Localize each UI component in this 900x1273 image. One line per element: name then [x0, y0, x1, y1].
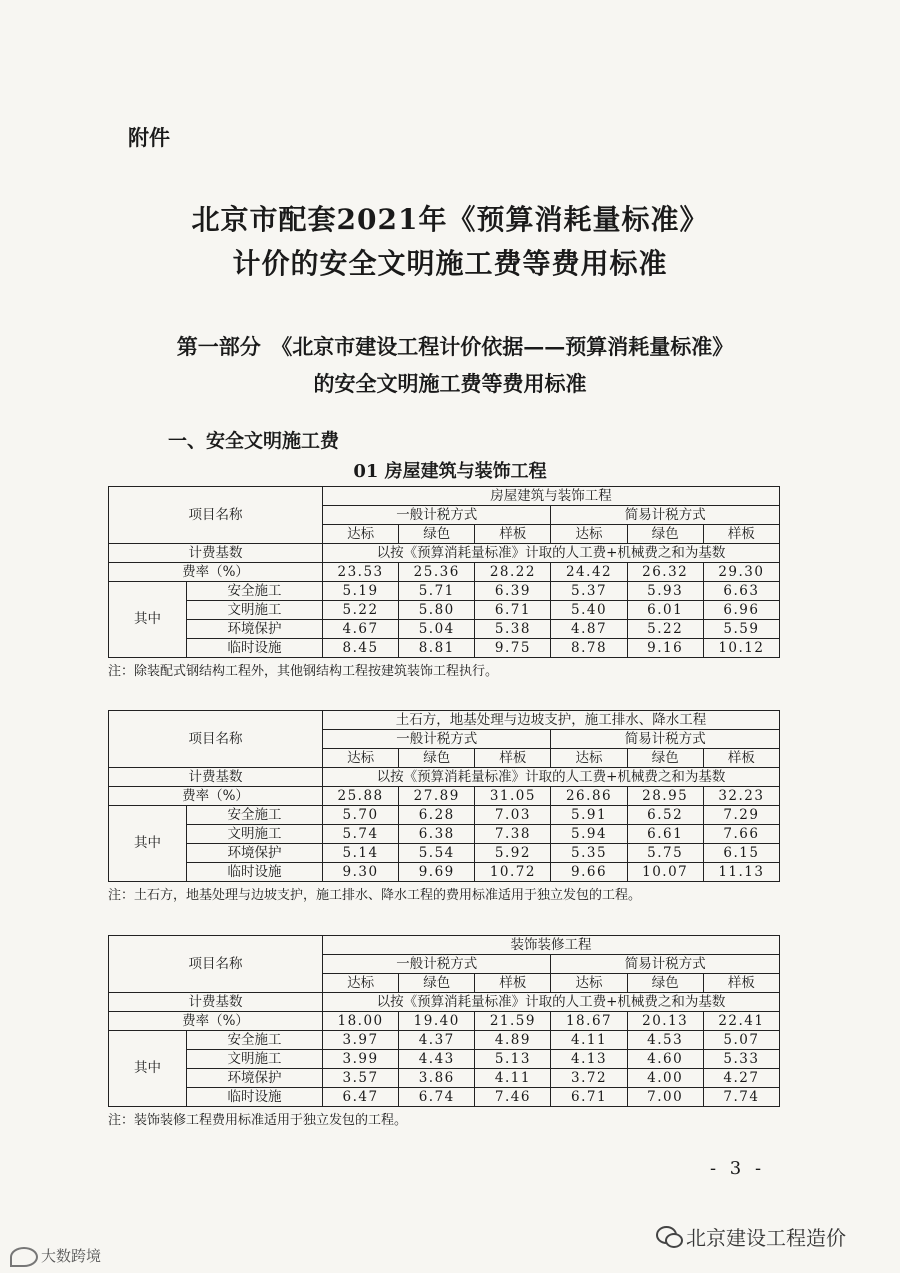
- cell: 21.59: [475, 1012, 551, 1031]
- table-note: 注：装饰装修工程费用标准适用于独立发包的工程。: [108, 1113, 408, 1128]
- cell: 5.35: [551, 844, 627, 863]
- row-label: 环境保护: [187, 620, 323, 639]
- col-yangban: 样板: [475, 525, 551, 544]
- cell: 4.43: [399, 1050, 475, 1069]
- cell: 6.52: [627, 806, 703, 825]
- row-label: 文明施工: [187, 1050, 323, 1069]
- cell: 5.74: [323, 825, 399, 844]
- cell: 11.13: [703, 863, 779, 882]
- table-row: [109, 863, 780, 882]
- col-yangban: 样板: [703, 525, 779, 544]
- attachment-label: 附件: [128, 125, 170, 150]
- qizhong-label: 其中: [109, 1031, 187, 1107]
- cell: 5.22: [323, 601, 399, 620]
- general-tax-header: 一般计税方式: [323, 955, 551, 974]
- cell: 5.71: [399, 582, 475, 601]
- cell: 4.37: [399, 1031, 475, 1050]
- cell: 25.36: [399, 563, 475, 582]
- col-lvse: 绿色: [399, 749, 475, 768]
- cell: 20.13: [627, 1012, 703, 1031]
- category-header: 土石方，地基处理与边坡支护，施工排水、降水工程: [323, 711, 780, 730]
- table-row: [109, 787, 780, 806]
- simple-tax-header: 简易计税方式: [551, 730, 780, 749]
- col-lvse: 绿色: [627, 525, 703, 544]
- cell: 10.07: [627, 863, 703, 882]
- cell: 3.72: [551, 1069, 627, 1088]
- watermark-right-text: 北京建设工程造价: [686, 1226, 846, 1250]
- title-line-2: 计价的安全文明施工费等费用标准: [232, 247, 668, 280]
- cell: 5.75: [627, 844, 703, 863]
- fee-table: [108, 486, 780, 658]
- col-dabiao: 达标: [323, 749, 399, 768]
- cell: 5.14: [323, 844, 399, 863]
- cell: 5.40: [551, 601, 627, 620]
- cell: 32.23: [703, 787, 779, 806]
- cell: 6.47: [323, 1088, 399, 1107]
- cell: 9.30: [323, 863, 399, 882]
- cell: 26.86: [551, 787, 627, 806]
- fee-table-3: [108, 935, 780, 1128]
- fee-table: [108, 710, 780, 882]
- table-row: [109, 825, 780, 844]
- row-label: 临时设施: [187, 863, 323, 882]
- cell: 5.33: [703, 1050, 779, 1069]
- col-yangban: 样板: [475, 749, 551, 768]
- cell: 18.67: [551, 1012, 627, 1031]
- table-row: [109, 639, 780, 658]
- cell: 7.29: [703, 806, 779, 825]
- table-row: [109, 806, 780, 825]
- cell: 10.72: [475, 863, 551, 882]
- part-title: [0, 328, 900, 402]
- cell: 8.78: [551, 639, 627, 658]
- cell: 6.01: [627, 601, 703, 620]
- cell: 6.28: [399, 806, 475, 825]
- cell: 4.53: [627, 1031, 703, 1050]
- cell: 28.95: [627, 787, 703, 806]
- col-yangban: 样板: [475, 974, 551, 993]
- cell: 31.05: [475, 787, 551, 806]
- cell: 7.38: [475, 825, 551, 844]
- fee-rate-label: 费率（%）: [109, 1012, 323, 1031]
- cell: 7.46: [475, 1088, 551, 1107]
- cell: 9.69: [399, 863, 475, 882]
- cell: 3.97: [323, 1031, 399, 1050]
- fee-base-value: 以按《预算消耗量标准》计取的人工费+机械费之和为基数: [323, 993, 780, 1012]
- col-yangban: 样板: [703, 749, 779, 768]
- cell: 9.75: [475, 639, 551, 658]
- cell: 6.63: [703, 582, 779, 601]
- cell: 4.87: [551, 620, 627, 639]
- row-label: 安全施工: [187, 1031, 323, 1050]
- table-row: [109, 844, 780, 863]
- cell: 5.07: [703, 1031, 779, 1050]
- table-row: [109, 601, 780, 620]
- cell: 8.81: [399, 639, 475, 658]
- cell: 18.00: [323, 1012, 399, 1031]
- cell: 9.16: [627, 639, 703, 658]
- cell: 5.70: [323, 806, 399, 825]
- cell: 3.57: [323, 1069, 399, 1088]
- cell: 5.80: [399, 601, 475, 620]
- fee-rate-label: 费率（%）: [109, 563, 323, 582]
- col-dabiao: 达标: [551, 749, 627, 768]
- cell: 28.22: [475, 563, 551, 582]
- cell: 24.42: [551, 563, 627, 582]
- cell: 4.60: [627, 1050, 703, 1069]
- simple-tax-header: 简易计税方式: [551, 955, 780, 974]
- cell: 5.22: [627, 620, 703, 639]
- cell: 6.71: [475, 601, 551, 620]
- table-row: [109, 1031, 780, 1050]
- cell: 23.53: [323, 563, 399, 582]
- cell: 4.13: [551, 1050, 627, 1069]
- cell: 27.89: [399, 787, 475, 806]
- table-row: [109, 1050, 780, 1069]
- row-label: 文明施工: [187, 825, 323, 844]
- cell: 5.94: [551, 825, 627, 844]
- table-note: 注：土石方，地基处理与边坡支护，施工排水、降水工程的费用标准适用于独立发包的工程。: [108, 888, 642, 903]
- cell: 5.37: [551, 582, 627, 601]
- col-dabiao: 达标: [551, 525, 627, 544]
- fee-table: [108, 935, 780, 1107]
- cell: 3.86: [399, 1069, 475, 1088]
- table-row: [109, 582, 780, 601]
- watermark-left: [10, 1245, 101, 1267]
- row-label: 文明施工: [187, 601, 323, 620]
- row-label: 环境保护: [187, 1069, 323, 1088]
- cell: 7.03: [475, 806, 551, 825]
- cell: 6.15: [703, 844, 779, 863]
- cell: 6.61: [627, 825, 703, 844]
- cell: 22.41: [703, 1012, 779, 1031]
- row-label: 安全施工: [187, 806, 323, 825]
- cell: 5.04: [399, 620, 475, 639]
- cell: 7.74: [703, 1088, 779, 1107]
- item-name-header: 项目名称: [109, 936, 323, 993]
- qizhong-label: 其中: [109, 582, 187, 658]
- table-row: [109, 1088, 780, 1107]
- cell: 9.66: [551, 863, 627, 882]
- fee-base-label: 计费基数: [109, 544, 323, 563]
- cell: 7.00: [627, 1088, 703, 1107]
- watermark-left-text: 大数跨境: [41, 1247, 102, 1265]
- part-title-line-1: 第一部分 《北京市建设工程计价依据——预算消耗量标准》: [176, 334, 734, 359]
- fee-base-label: 计费基数: [109, 993, 323, 1012]
- row-label: 环境保护: [187, 844, 323, 863]
- table-row: [109, 620, 780, 639]
- table-row: [109, 1012, 780, 1031]
- table-row: [109, 1069, 780, 1088]
- cell: 4.11: [551, 1031, 627, 1050]
- category-header: 房屋建筑与装饰工程: [323, 487, 780, 506]
- cell: 3.99: [323, 1050, 399, 1069]
- fee-base-value: 以按《预算消耗量标准》计取的人工费+机械费之和为基数: [323, 768, 780, 787]
- cell: 6.71: [551, 1088, 627, 1107]
- category-header: 装饰装修工程: [323, 936, 780, 955]
- cell: 10.12: [703, 639, 779, 658]
- cell: 5.19: [323, 582, 399, 601]
- cell: 4.00: [627, 1069, 703, 1088]
- col-lvse: 绿色: [399, 525, 475, 544]
- cell: 19.40: [399, 1012, 475, 1031]
- row-label: 安全施工: [187, 582, 323, 601]
- cell: 5.38: [475, 620, 551, 639]
- cell: 6.38: [399, 825, 475, 844]
- cell: 5.13: [475, 1050, 551, 1069]
- row-label: 临时设施: [187, 639, 323, 658]
- cell: 6.74: [399, 1088, 475, 1107]
- table-row: [109, 563, 780, 582]
- watermark-right: [656, 1222, 846, 1251]
- general-tax-header: 一般计税方式: [323, 730, 551, 749]
- page-number: - 3 -: [710, 1158, 766, 1179]
- cell: 5.59: [703, 620, 779, 639]
- cell: 5.91: [551, 806, 627, 825]
- col-dabiao: 达标: [323, 974, 399, 993]
- col-lvse: 绿色: [627, 974, 703, 993]
- cell: 4.67: [323, 620, 399, 639]
- col-lvse: 绿色: [399, 974, 475, 993]
- col-lvse: 绿色: [627, 749, 703, 768]
- cell: 6.96: [703, 601, 779, 620]
- cell: 5.93: [627, 582, 703, 601]
- cell: 5.92: [475, 844, 551, 863]
- wechat-icon: [656, 1226, 682, 1248]
- col-dabiao: 达标: [551, 974, 627, 993]
- logo-icon: [10, 1247, 38, 1267]
- cell: 5.54: [399, 844, 475, 863]
- section-heading: 一、安全文明施工费: [168, 430, 340, 452]
- fee-table-2: [108, 710, 780, 903]
- cell: 7.66: [703, 825, 779, 844]
- general-tax-header: 一般计税方式: [323, 506, 551, 525]
- cell: 26.32: [627, 563, 703, 582]
- cell: 4.11: [475, 1069, 551, 1088]
- qizhong-label: 其中: [109, 806, 187, 882]
- cell: 4.89: [475, 1031, 551, 1050]
- part-title-line-2: 的安全文明施工费等费用标准: [313, 371, 587, 396]
- simple-tax-header: 简易计税方式: [551, 506, 780, 525]
- fee-base-value: 以按《预算消耗量标准》计取的人工费+机械费之和为基数: [323, 544, 780, 563]
- cell: 25.88: [323, 787, 399, 806]
- fee-table-1: [108, 486, 780, 679]
- cell: 29.30: [703, 563, 779, 582]
- item-name-header: 项目名称: [109, 711, 323, 768]
- fee-rate-label: 费率（%）: [109, 787, 323, 806]
- item-name-header: 项目名称: [109, 487, 323, 544]
- subsection-heading: 01 房屋建筑与装饰工程: [353, 461, 547, 482]
- col-yangban: 样板: [703, 974, 779, 993]
- cell: 4.27: [703, 1069, 779, 1088]
- cell: 8.45: [323, 639, 399, 658]
- col-dabiao: 达标: [323, 525, 399, 544]
- cell: 6.39: [475, 582, 551, 601]
- title-line-1: 北京市配套2021年《预算消耗量标准》: [191, 203, 709, 236]
- document-title: [0, 198, 900, 286]
- fee-base-label: 计费基数: [109, 768, 323, 787]
- table-note: 注：除装配式钢结构工程外，其他钢结构工程按建筑装饰工程执行。: [108, 664, 499, 679]
- row-label: 临时设施: [187, 1088, 323, 1107]
